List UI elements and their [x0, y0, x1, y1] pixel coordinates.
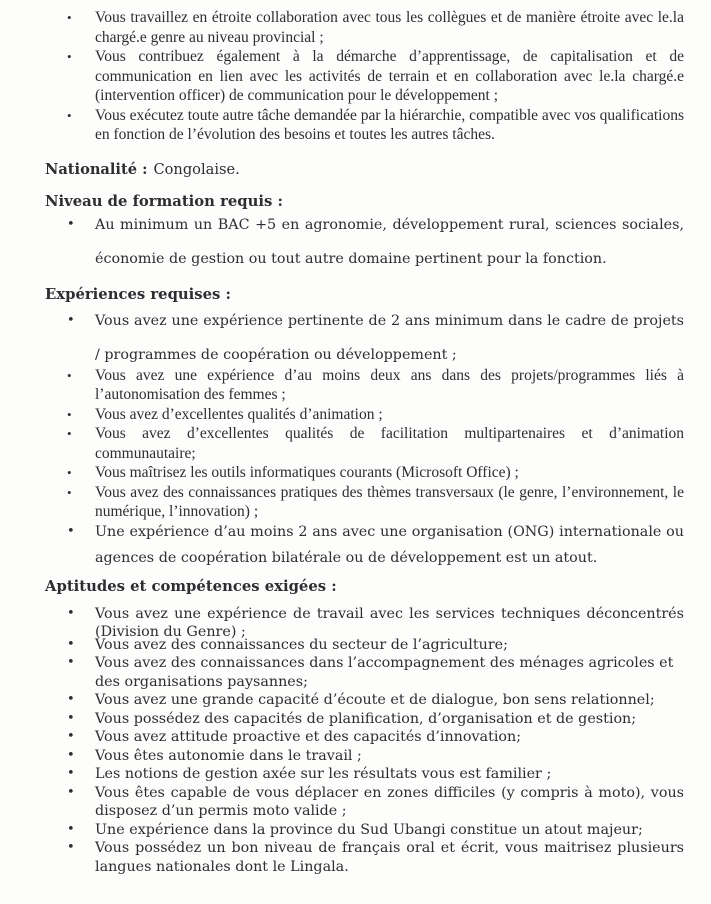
bullet-marker-icon: •: [67, 367, 72, 383]
bullet-item: [45, 765, 684, 784]
bullet-item: [45, 784, 684, 821]
bullet-marker-icon: •: [67, 655, 75, 670]
bullet-text: Vous avez attitude proactive et des capacités d’innovation;: [95, 729, 522, 745]
bullet-marker-icon: •: [67, 216, 75, 232]
bullet-item: [45, 424, 684, 463]
bullet-marker-icon: •: [67, 49, 72, 64]
bullet-marker-icon: •: [67, 636, 75, 652]
bullet-marker-icon: •: [67, 465, 72, 480]
nationality-label: Nationalité :: [45, 160, 148, 178]
education-list: [45, 208, 684, 276]
education-heading: Niveau de formation requis :: [45, 192, 283, 210]
bullet-item: [45, 405, 684, 425]
bullet-text: Vous avez une grande capacité d’écoute et de dialogue, bon sens relationnel;: [95, 692, 655, 708]
bullet-marker-icon: •: [67, 692, 75, 707]
bullet-item: [45, 691, 684, 710]
bullet-marker-icon: •: [67, 605, 75, 621]
bullet-text: Vous avez une expérience pertinente de 2 ans minimum dans le cadre de projets / programmes de coopération ou développement ;: [95, 312, 684, 363]
bullet-marker-icon: •: [67, 710, 75, 726]
section-experience: [45, 285, 684, 571]
bullet-item: [45, 821, 684, 840]
bullet-item: [45, 304, 684, 372]
bullet-item: [45, 366, 684, 405]
bullet-text: Une expérience dans la province du Sud Ubangi constitue un atout majeur;: [95, 821, 643, 838]
section-aptitudes: [45, 577, 684, 877]
bullet-marker-icon: •: [67, 107, 72, 123]
bullet-text: Vous exécutez toute autre tâche demandée par la hiérarchie, compatible avec vos qualifications en fonction de l’évolution des besoins et toutes les autres tâches.: [95, 106, 684, 143]
nationality-value: Congolaise.: [153, 160, 240, 178]
bullet-marker-icon: •: [67, 10, 72, 25]
bullet-text: Vous avez une expérience de travail avec les services techniques déconcentrés (Division du Genre) ;: [95, 605, 684, 640]
bullet-item: [45, 654, 684, 691]
bullet-item: [45, 208, 684, 276]
bullet-text: Les notions de gestion axée sur les résultats vous est familier ;: [95, 766, 552, 782]
bullet-marker-icon: •: [67, 484, 72, 500]
bullet-item: [45, 463, 684, 483]
bullet-marker-icon: •: [67, 784, 75, 800]
bullet-marker-icon: •: [67, 821, 75, 837]
bullet-item: [45, 728, 684, 747]
bullet-marker-icon: •: [67, 523, 75, 539]
bullet-text: Vous êtes autonomie dans le travail ;: [95, 747, 362, 764]
aptitudes-list: [45, 605, 684, 877]
bullet-text: Vous avez des connaissances du secteur de l’agriculture;: [95, 636, 508, 653]
bullet-marker-icon: •: [67, 406, 72, 422]
bullet-text: Vous contribuez également à la démarche d’apprentissage, de capitalisation et de communication en lien avec les activités de terrain et en collaboration avec le.la chargé.e (intervention officer) de communication pour le développement ;: [95, 48, 684, 104]
bullet-text: Vous êtes capable de vous déplacer en zones difficiles (y compris à moto), vous disposez d’un permis moto valide ;: [95, 784, 684, 819]
bullet-item: [45, 106, 684, 145]
bullet-item: [45, 710, 684, 729]
nationality-line: [45, 160, 684, 180]
experience-heading: Expériences requises :: [45, 285, 231, 303]
bullet-item: [45, 636, 684, 655]
bullet-item: [45, 8, 684, 47]
aptitudes-heading: Aptitudes et compétences exigées :: [45, 577, 337, 595]
bullet-text: Au minimum un BAC +5 en agronomie, développement rural, sciences sociales, économie de gestion ou tout autre domaine pertinent pour la fonction.: [95, 216, 684, 267]
bullet-marker-icon: •: [67, 840, 75, 855]
bullet-item: [45, 47, 684, 106]
bullet-text: Vous travaillez en étroite collaboration avec tous les collègues et de manière étroite avec le.la chargé.e genre au niveau provincial ;: [95, 9, 684, 46]
bullet-text: Vous avez des connaissances dans l’accompagnement des ménages agricoles et des organisations paysannes;: [95, 655, 674, 690]
bullet-text: Vous maîtrisez les outils informatiques courants (Microsoft Office) ;: [95, 464, 519, 481]
bullet-text: Vous possédez des capacités de planification, d’organisation et de gestion;: [95, 710, 637, 727]
bullet-text: Vous avez d’excellentes qualités de facilitation multipartenaires et d’animation communautaire;: [95, 425, 684, 462]
bullet-text: Vous avez des connaissances pratiques des thèmes transversaux (le genre, l’environnement, le numérique, l’innovation) ;: [95, 483, 684, 520]
bullet-marker-icon: •: [67, 747, 75, 763]
bullet-item: [45, 519, 684, 571]
bullet-text: Vous avez une expérience d’au moins deux ans dans des projets/programmes liés à l’autonomisation des femmes ;: [95, 366, 684, 403]
bullet-item: [45, 483, 684, 522]
bullet-item: [45, 839, 684, 876]
section-education: [45, 192, 684, 276]
experience-list: [45, 304, 684, 571]
bullet-text: Vous avez d’excellentes qualités d’animation ;: [95, 405, 383, 423]
section-responsibilities: [45, 8, 684, 145]
bullet-text: Une expérience d’au moins 2 ans avec une organisation (ONG) internationale ou agences de coopération bilatérale ou de développement est un atout.: [95, 523, 684, 566]
bullet-marker-icon: •: [67, 312, 75, 328]
bullet-marker-icon: •: [67, 729, 75, 744]
bullet-text: Vous possédez un bon niveau de français oral et écrit, vous maitrisez plusieurs langues nationales dont le Lingala.: [95, 840, 684, 875]
responsibilities-list: [45, 8, 684, 145]
bullet-marker-icon: •: [67, 766, 75, 781]
bullet-marker-icon: •: [67, 426, 72, 441]
bullet-item: [45, 747, 684, 766]
